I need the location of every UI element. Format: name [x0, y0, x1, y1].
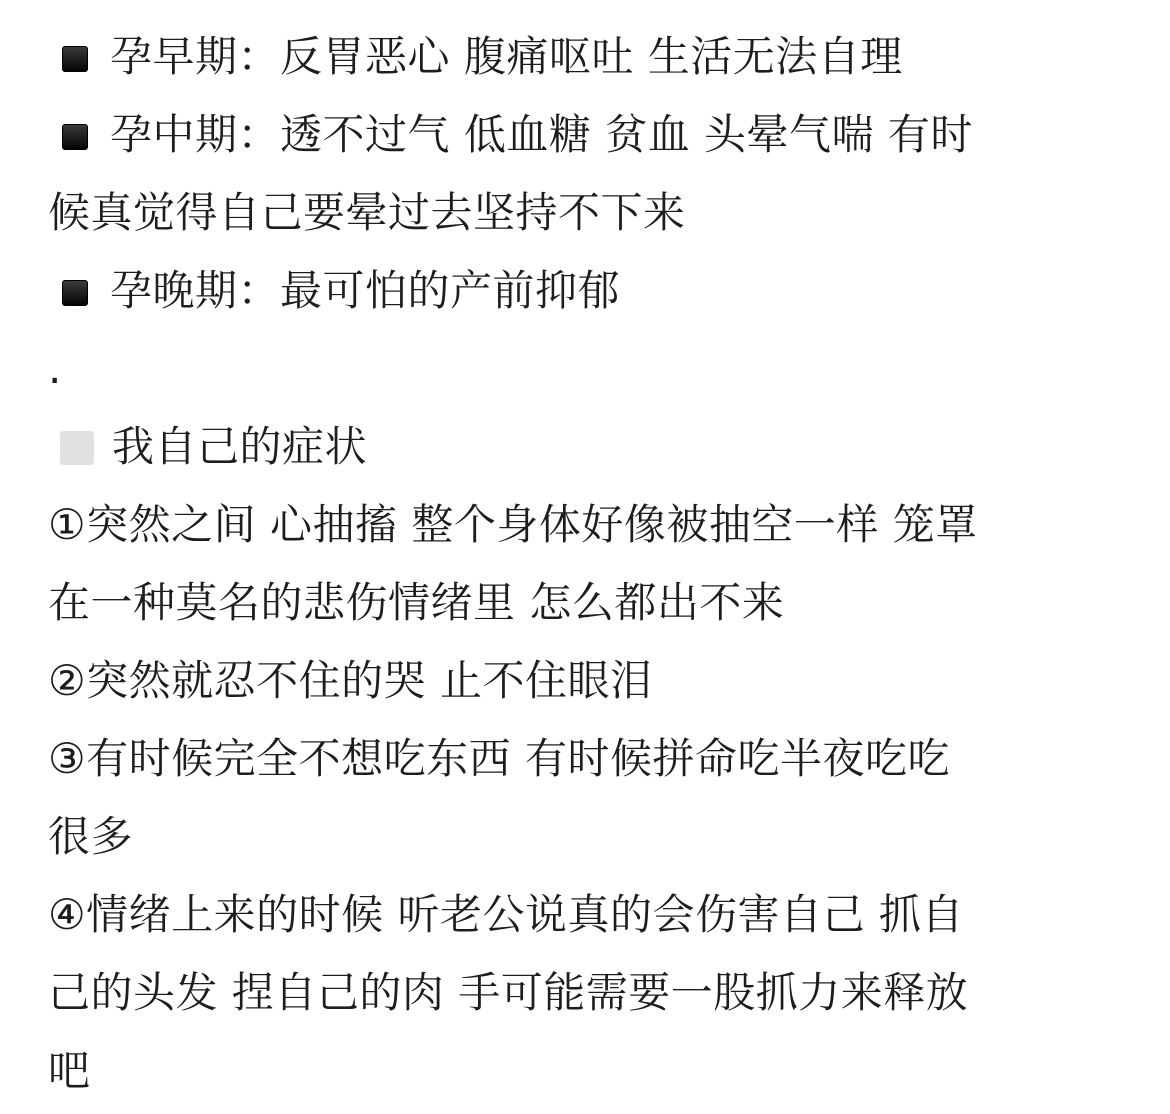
stage-middle-text-cont: 候真觉得自己要晕过去坚持不下来: [48, 188, 686, 237]
symptom-4-text-cont-2: 吧: [48, 1046, 91, 1095]
symptom-3-continued: [48, 798, 1130, 876]
gray-square-icon: [60, 431, 94, 465]
symptom-1-text-cont: 在一种莫名的悲伤情绪里 怎么都出不来: [48, 578, 785, 627]
symptom-3-text-cont: 很多: [48, 812, 134, 861]
black-square-icon: [62, 280, 88, 306]
symptom-1-text: ①突然之间 心抽搐 整个身体好像被抽空一样 笼罩: [48, 500, 978, 549]
symptom-3-text: ③有时候完全不想吃东西 有时候拼命吃半夜吃吃: [48, 734, 951, 783]
stage-early-text: 孕早期：反胃恶心 腹痛呕吐 生活无法自理: [110, 32, 903, 81]
stage-late-text: 孕晚期：最可怕的产前抑郁: [110, 266, 621, 315]
symptom-1-continued: [48, 564, 1130, 642]
stage-middle-continued: [48, 174, 1130, 252]
symptom-1: [48, 486, 1130, 564]
symptom-4-text: ④情绪上来的时候 听老公说真的会伤害自己 抓自: [48, 890, 964, 939]
section-title: 我自己的症状: [112, 422, 368, 471]
symptom-2-text: ②突然就忍不住的哭 止不住眼泪: [48, 656, 653, 705]
stage-late: [48, 252, 1130, 330]
symptom-4-continued-2: [48, 1032, 1130, 1110]
symptom-2: [48, 642, 1130, 720]
stage-middle: [48, 96, 1130, 174]
stage-middle-text: 孕中期：透不过气 低血糖 贫血 头晕气喘 有时: [110, 110, 973, 159]
black-square-icon: [62, 46, 88, 72]
separator: [48, 330, 1130, 408]
symptom-4-text-cont: 己的头发 捏自己的肉 手可能需要一股抓力来释放: [48, 968, 969, 1017]
separator-dot: .: [48, 344, 62, 393]
black-square-icon: [62, 124, 88, 150]
stage-early: [48, 18, 1130, 96]
symptom-4-continued: [48, 954, 1130, 1032]
symptom-3: [48, 720, 1130, 798]
symptom-4: [48, 876, 1130, 954]
section-heading: [48, 408, 1130, 486]
